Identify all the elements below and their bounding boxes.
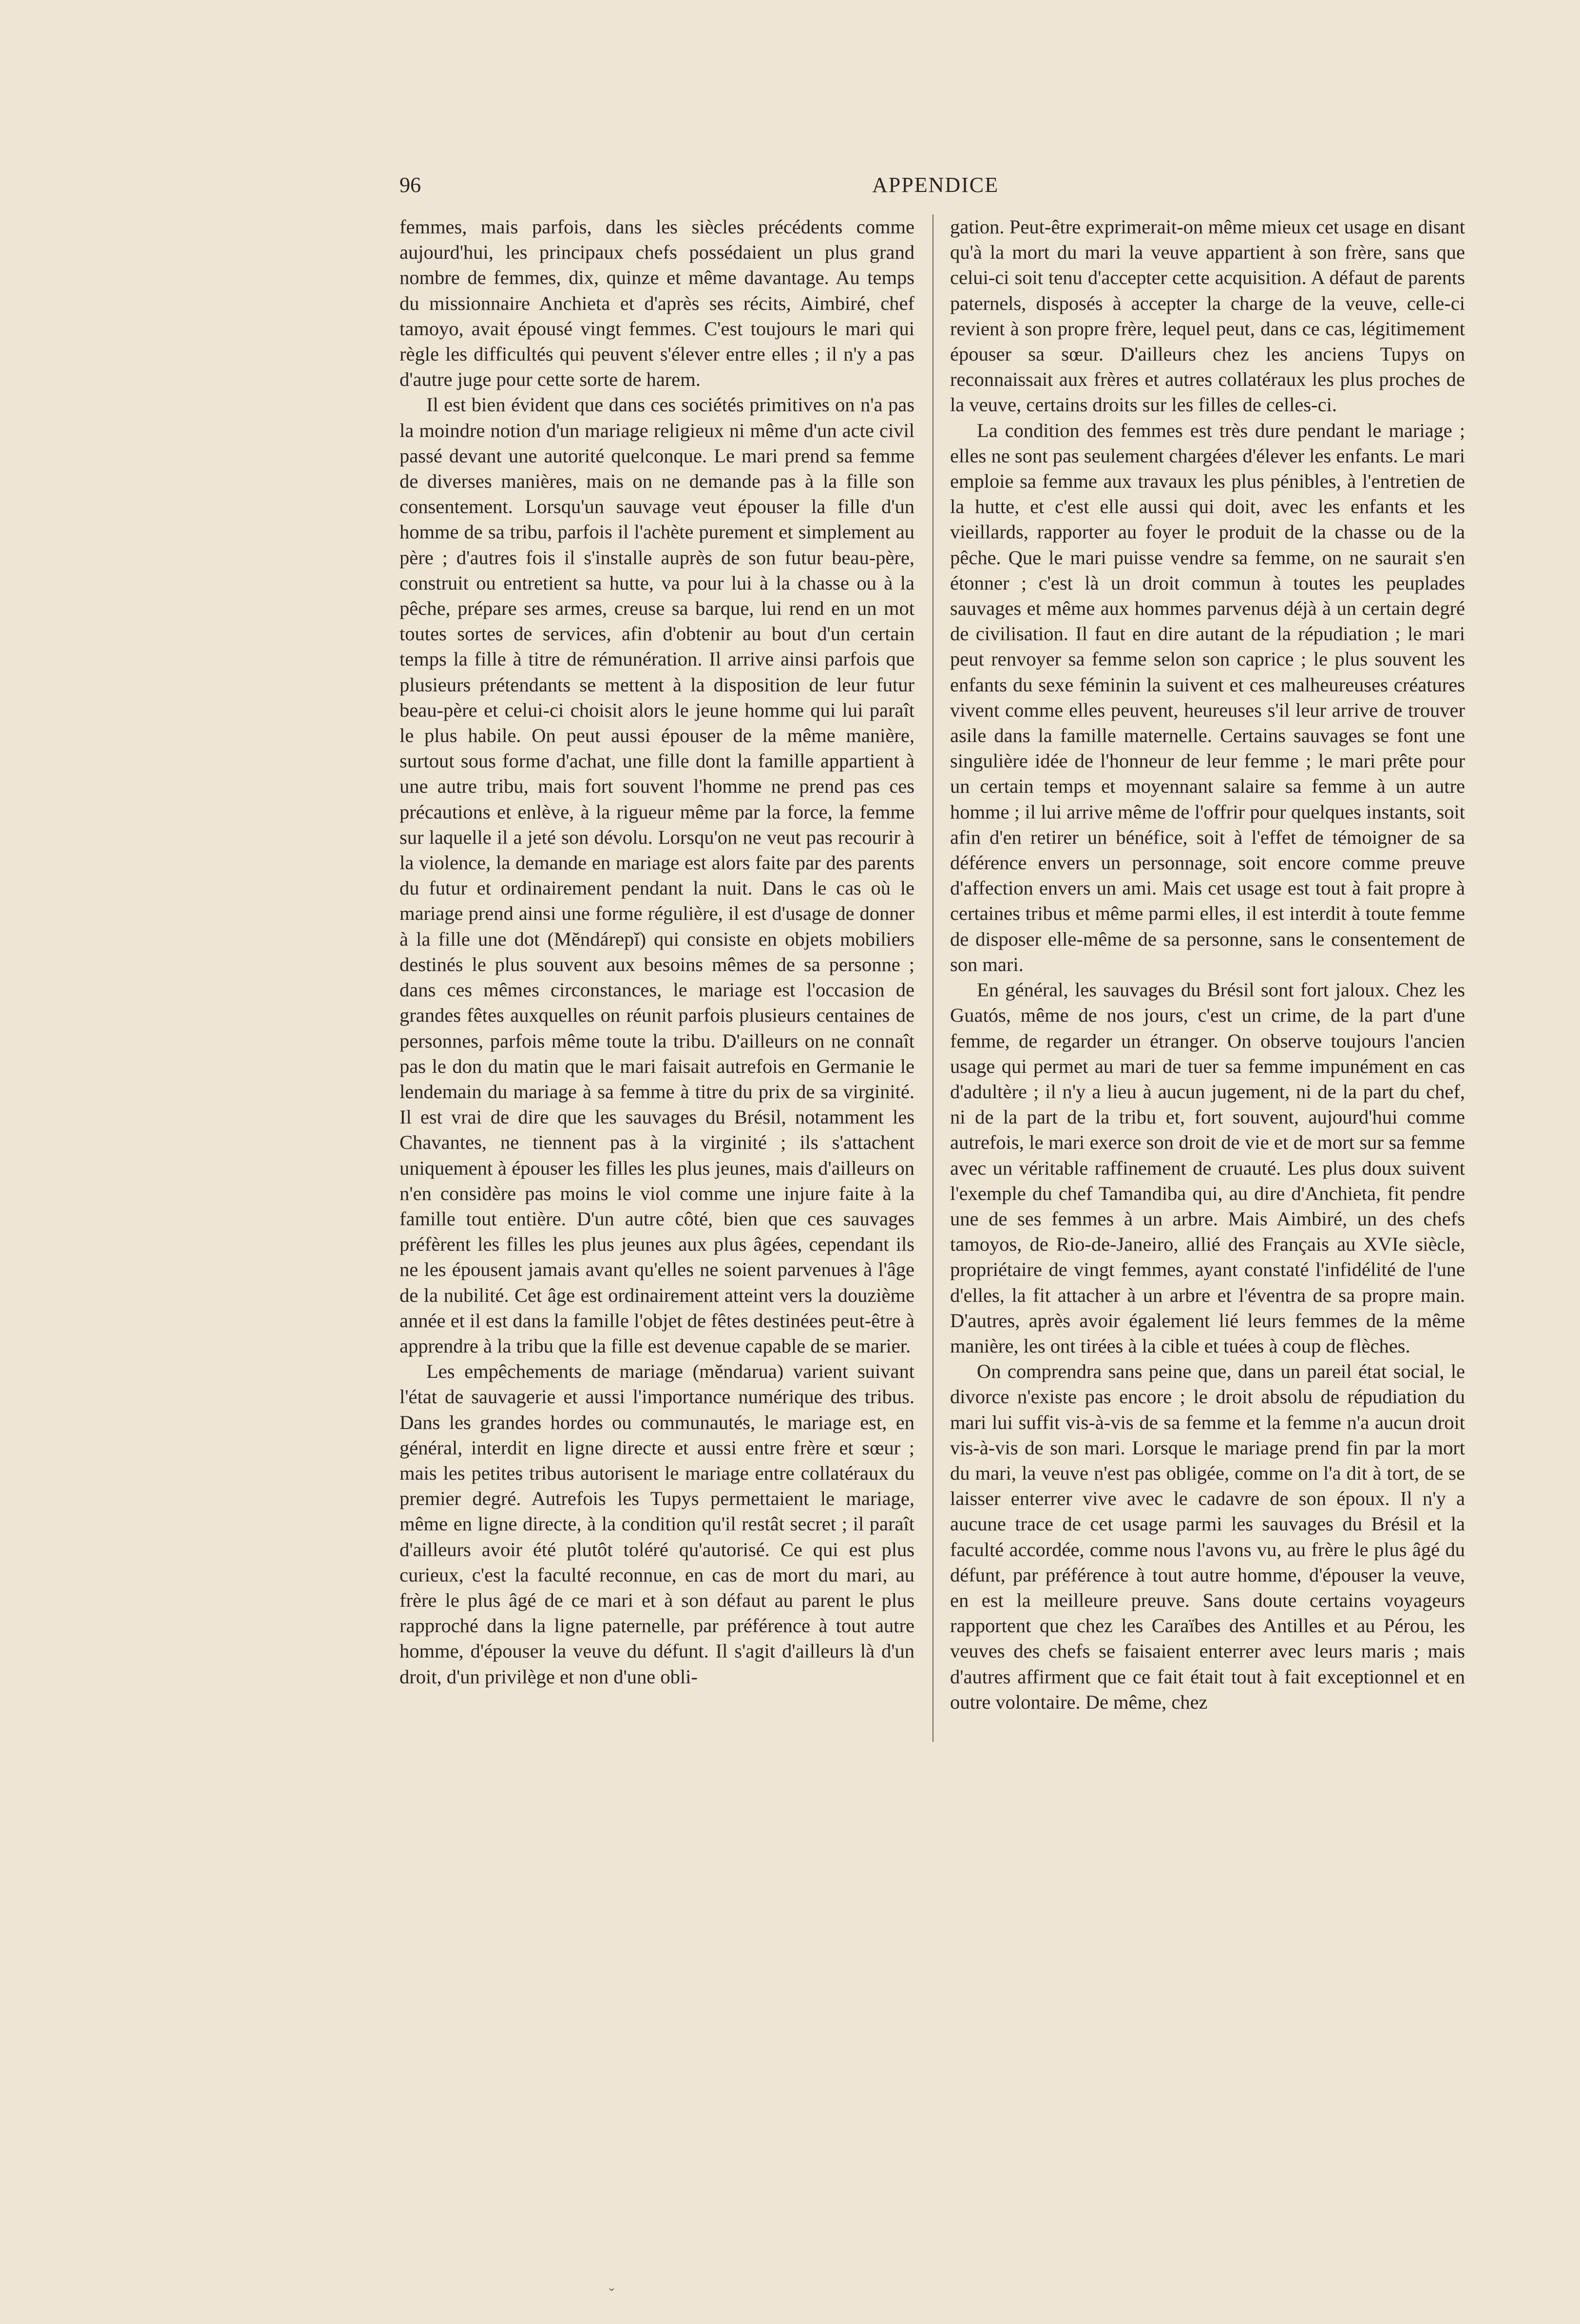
- printer-mark: ˇ: [609, 2285, 614, 2303]
- paragraph: gation. Peut-être exprimerait-on même mieux cet usage en disant qu'à la mort du mari la veuve appartient à son frère, sans que celui-ci soit tenu d'accepter cette acquisition. A défaut de parents paternels, disposés à accepter la charge de la veuve, celle-ci revient à son propre frère, lequel peut, dans ce cas, légitimement épouser sa sœur. D'ailleurs chez les anciens Tupys on reconnaissait aux frères et autres collatéraux les plus proches de la veuve, certains droits sur les filles de celles-ci.: [950, 216, 1465, 416]
- page-number: 96: [400, 173, 421, 197]
- page-header: [400, 171, 1471, 210]
- paragraph: Il est bien évident que dans ces sociétés primitives on n'a pas la moindre notion d'un mariage religieux ni même d'un acte civil passé devant une autorité quelconque. Le mari prend sa femme de diverses manières, mais on ne demande pas à la fille son consentement. Lorsqu'un sauvage veut épouser la fille d'un homme de sa tribu, parfois il l'achète purement et simplement au père ; d'autres fois il s'installe auprès de son futur beau-père, construit ou entretient sa hutte, va pour lui à la chasse ou à la pêche, prépare ses armes, creuse sa barque, lui rend en un mot toutes sortes de services, afin d'obtenir au bout d'un certain temps la fille à titre de rémunération. Il arrive ainsi parfois que plusieurs prétendants se mettent à la disposition de leur futur beau-père et celui-ci choisit alors le jeune homme qui lui paraît le plus habile. On peut aussi épouser de la même manière, surtout sous forme d'achat, une fille dont la famille appartient à une autre tribu, mais fort souvent l'homme ne prend pas ces précautions et enlève, à la rigueur même par la force, la femme sur laquelle il a jeté son dévolu. Lorsqu'on ne veut pas recourir à la violence, la demande en mariage est alors faite par des parents du futur et ordinairement pendant la nuit. Dans le cas où le mariage prend ainsi une forme régulière, il est d'usage de donner à la fille une dot (Mĕndárepĭ) qui consiste en objets mobiliers destinés le plus souvent aux besoins mêmes de sa personne ; dans ces mêmes circonstances, le mariage est l'occasion de grandes fêtes auxquelles on réunit parfois plusieurs centaines de personnes, parfois même toute la tribu. D'ailleurs on ne connaît pas le don du matin que le mari faisait autrefois en Germanie le lendemain du mariage à sa femme à titre du prix de sa virginité. Il est vrai de dire que les sauvages du Brésil, notamment les Chavantes, ne tiennent pas à la virginité ; ils s'attachent uniquement à épouser les filles les plus jeunes, mais d'ailleurs on n'en considère pas moins le viol comme une injure faite à la famille tout entière. D'un autre côté, bien que ces sauvages préfèrent les filles les plus jeunes aux plus âgées, cependant ils ne les épousent jamais avant qu'elles ne soient parvenues à l'âge de la nubilité. Cet âge est ordinairement atteint vers la douzième année et il est dans la famille l'objet de fêtes destinées peut-être à apprendre à la tribu que la fille est devenue capable de se marier.: [400, 394, 914, 1357]
- paragraph: La condition des femmes est très dure pendant le mariage ; elles ne sont pas seulement chargées d'élever les enfants. Le mari emploie sa femme aux travaux les plus pénibles, à l'entretien de la hutte, et c'est elle aussi qui doit, avec les enfants et les vieillards, rapporter au foyer le produit de la chasse ou de la pêche. Que le mari puisse vendre sa femme, on ne saurait s'en étonner ; c'est là un droit commun à toutes les peuplades sauvages et même aux hommes parvenus déjà à un certain degré de civilisation. Il faut en dire autant de la répudiation ; le mari peut renvoyer sa femme selon son caprice ; le plus souvent les enfants du sexe féminin la suivent et ces malheureuses créatures vivent comme elles peuvent, heureuses s'il leur arrive de trouver asile dans la famille maternelle. Certains sauvages se font une singulière idée de l'honneur de leur femme ; le mari prête pour un certain temps et moyennant salaire sa femme à un autre homme ; il lui arrive même de l'offrir pour quelques instants, soit afin d'en retirer un bénéfice, soit à l'effet de témoigner de sa déférence envers un personnage, soit encore comme preuve d'affection envers un ami. Mais cet usage est tout à fait propre à certaines tribus et même parmi elles, il est interdit à toute femme de disposer elle-même de sa personne, sans le consentement de son mari.: [950, 419, 1465, 975]
- left-column: [400, 214, 914, 1690]
- paragraph: En général, les sauvages du Brésil sont fort jaloux. Chez les Guatós, même de nos jours, c'est un crime, de la part d'une femme, de regarder un étranger. On observe toujours l'ancien usage qui permet au mari de tuer sa femme impunément en cas d'adultère ; il n'y a lieu à aucun jugement, ni de la part du chef, ni de la part de la tribu et, fort souvent, aujourd'hui comme autrefois, le mari exerce son droit de vie et de mort sur sa femme avec un véritable raffinement de cruauté. Les plus doux suivent l'exemple du chef Tamandiba qui, au dire d'Anchieta, fit pendre une de ses femmes à un arbre. Mais Aimbiré, un des chefs tamoyos, de Rio-de-Janeiro, allié des Français au XVIe siècle, propriétaire de vingt femmes, ayant constaté l'infidélité de l'une d'elles, la fit attacher à un arbre et l'éventra de sa propre main. D'autres, après avoir également lié leurs femmes de la même manière, les ont tirées à la cible et tuées à coup de flèches.: [950, 979, 1465, 1357]
- paragraph: Les empêchements de mariage (mĕndarua) varient suivant l'état de sauvagerie et aussi l'importance numérique des tribus. Dans les grandes hordes ou communautés, le mariage est, en général, interdit en ligne directe et aussi entre frère et sœur ; mais les petites tribus autorisent le mariage entre collatéraux du premier degré. Autrefois les Tupys permettaient le mariage, même en ligne directe, à la condition qu'il restât secret ; il paraît d'ailleurs avoir été plutôt toléré qu'autorisé. Ce qui est plus curieux, c'est la faculté reconnue, en cas de mort du mari, au frère le plus âgé de ce mari et à son défaut au parent le plus rapproché dans la ligne paternelle, par préférence à tout autre homme, d'épouser la veuve du défunt. Il s'agit d'ailleurs là d'un droit, d'un privilège et non d'une obli-: [400, 1360, 914, 1688]
- running-head: APPENDICE: [872, 173, 999, 197]
- paragraph: On comprendra sans peine que, dans un pareil état social, le divorce n'existe pas encore ; le droit absolu de répudiation du mari lui suffit vis-à-vis de sa femme et la femme n'a aucun droit vis-à-vis de son mari. Lorsque le mariage prend fin par la mort du mari, la veuve n'est pas obligée, comme on l'a dit à tort, de se laisser enterrer vive avec le cadavre de son époux. Il n'y a aucune trace de cet usage parmi les sauvages du Brésil et la faculté accordée, comme nous l'avons vu, au frère le plus âgé du défunt, par préférence à tout autre homme, d'épouser la veuve, en est la meilleure preuve. Sans doute certains voyageurs rapportent que chez les Caraïbes des Antilles et au Pérou, les veuves des chefs se faisaient enterrer avec leurs maris ; mais d'autres affirment que ce fait était tout à fait exceptionnel et en outre volontaire. De même, chez: [950, 1360, 1465, 1713]
- paragraph: femmes, mais parfois, dans les siècles précédents comme aujourd'hui, les principaux chefs possédaient un plus grand nombre de femmes, dix, quinze et même davantage. Au temps du missionnaire Anchieta et d'après ses récits, Aimbiré, chef tamoyo, avait épousé vingt femmes. C'est toujours le mari qui règle les difficultés qui peuvent s'élever entre elles ; il n'y a pas d'autre juge pour cette sorte de harem.: [400, 216, 914, 391]
- right-column: [950, 214, 1465, 1715]
